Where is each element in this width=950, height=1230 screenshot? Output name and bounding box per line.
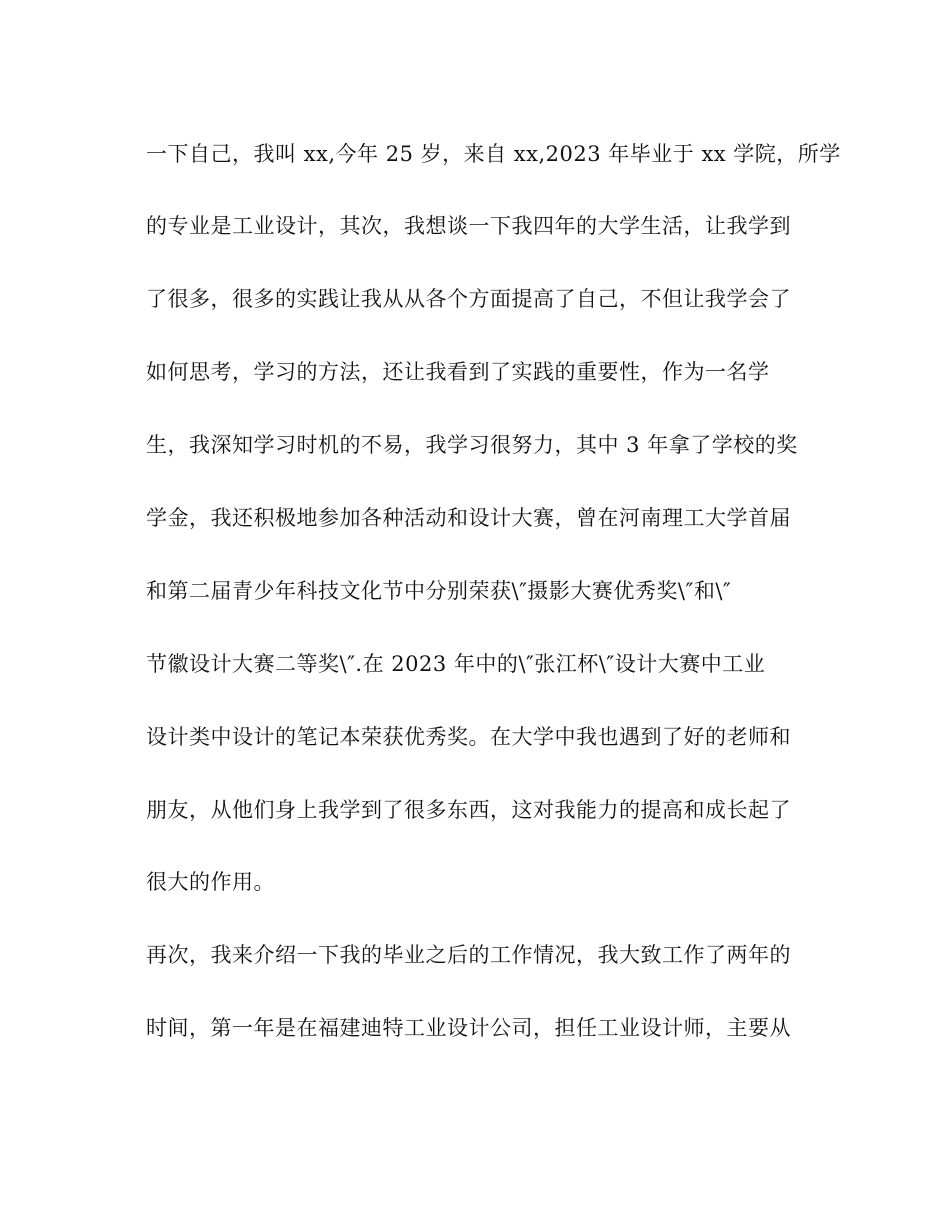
text-line: 和第二届青少年科技文化节中分别荣获\″摄影大赛优秀奖\″和\″: [146, 579, 732, 603]
text-line: 时间，第一年是在福建迪特工业设计公司，担任工业设计师，主要从: [146, 1016, 791, 1040]
text-line: 一下自己，我叫 xx,今年 25 岁，来自 xx,2023 年毕业于 xx 学院，所学: [146, 142, 841, 166]
text-line: 的专业是工业设计，其次，我想谈一下我四年的大学生活，让我学到: [146, 214, 791, 238]
text-line: 朋友，从他们身上我学到了很多东西，这对我能力的提高和成长起了: [146, 798, 791, 822]
text-line: 设计类中设计的笔记本荣获优秀奖。在大学中我也遇到了好的老师和: [146, 725, 791, 749]
text-line: 如何思考，学习的方法，还让我看到了实践的重要性，作为一名学: [146, 360, 770, 384]
text-line: 再次，我来介绍一下我的毕业之后的工作情况，我大致工作了两年的: [146, 943, 791, 967]
text-line: 节徽设计大赛二等奖\″.在 2023 年中的\″张江杯\″设计大赛中工业: [146, 652, 766, 676]
text-line: 了很多，很多的实践让我从从各个方面提高了自己，不但让我学会了: [146, 287, 791, 311]
text-line: 学金，我还积极地参加各种活动和设计大赛，曾在河南理工大学首届: [146, 506, 791, 530]
text-line: 很大的作用。: [146, 870, 275, 894]
text-line: 生，我深知学习时机的不易，我学习很努力，其中 3 年拿了学校的奖: [146, 433, 798, 457]
